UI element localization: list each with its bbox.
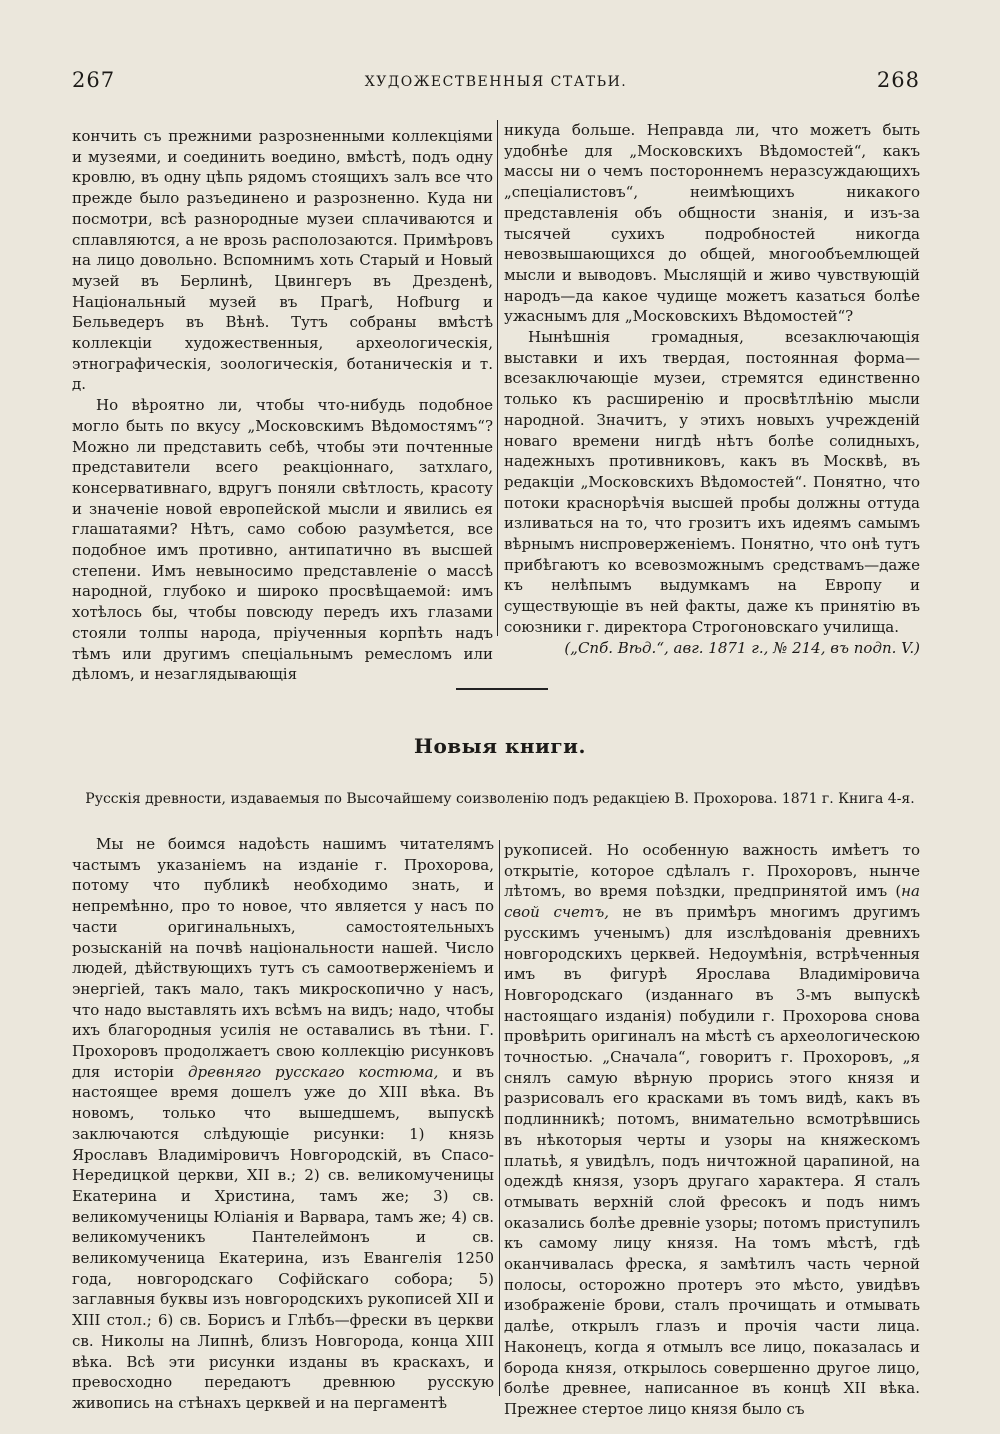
italic-text: на свой счетъ,	[504, 882, 920, 922]
running-title: ХУДОЖЕСТВЕННЫЯ СТАТЬИ.	[364, 74, 628, 90]
text-run: Мы не боимся надоѣсть нашимъ читателямъ частымъ указаніемъ на изданіе г. Прохорова, потому что публикѣ необходимо знать, и непремѣнно, про то новое, что является у насъ по части оригинальныхъ, самостоятельныхъ розысканій на почвѣ національности нашей. Число людей, дѣйствующихъ тутъ съ самоотверженіемъ и энергіей, такъ мало, такъ микроскопично у насъ, что надо выставлять ихъ всѣмъ на видъ; надо, чтобы ихъ благородныя усилія не оставались въ тѣни. Г. Прохоровъ продолжаетъ свою коллекцію рисунковъ для исторіи	[72, 835, 494, 1081]
text-run: не въ примѣръ многимъ другимъ русскимъ ученымъ) для изслѣдованія древнихъ новгородскихъ церквей. Недоумѣнія, встрѣченныя имъ въ фигурѣ Ярослава Владиміровича Новгородскаго (изданнаго въ 3-мъ выпускѣ настоящаго изданія) побудили г. Прохорова снова провѣрить оригиналъ на мѣстѣ съ археологическою точностью. „Сначала“, говоритъ г. Прохоровъ, „я снялъ самую вѣрную прорись этого князя и разрисовалъ его красками въ томъ видѣ, какъ въ подлинникѣ; потомъ, внимательно всмотрѣвшись въ нѣкоторыя черты и узоры на княжескомъ платьѣ, я увидѣлъ, подъ ничтожной царапиной, на одеждѣ князя, узоръ другаго характера. Я сталъ отмывать верхній слой фресокъ и подъ нимъ оказались болѣе древніе узоры; потомъ приступилъ къ самому лицу князя. На томъ мѣстѣ, гдѣ оканчивалась фреска, я замѣтилъ часть черной полосы, осторожно протеръ это мѣсто, увидѣвъ изображеніе брови, сталъ прочищать и отмывать далѣе, открылъ глазъ и прочія части лица. Наконецъ, когда я отмылъ все лицо, показалась и борода князя, открылось совершенно другое лицо, болѣе древнее, написанное въ концѣ XII вѣка. Прежнее стертое лицо князя было съ	[504, 903, 920, 1418]
bottom-left-column	[72, 834, 494, 1412]
book-citation: Русскія древности, издаваемыя по Высочайшему соизволенію подъ редакціею В. Прохорова. 1871 г. Книга 4-я.	[85, 791, 915, 807]
paragraph: Но вѣроятно ли, чтобы что-нибудь подобное могло быть по вкусу „Московскимъ Вѣдомостямъ“? Можно ли представить себѣ, чтобы эти почтенные представители всего реакціоннаго, затхлаго, консервативнаго, вдругъ поняли свѣтлость, красоту и значеніе новой европейской мысли и явились ея глашатаями? Нѣтъ, само собою разумѣется, все подобное имъ противно, антипатично въ высшей степени. Имъ невыносимо представленіе о массѣ народной, глубоко и широко просвѣщаемой: имъ хотѣлось бы, чтобы повсюду передъ ихъ глазами стояли толпы народа, пріученныя корпѣть надъ тѣмъ или другимъ спеціальнымъ ремесломъ или дѣломъ, и незаглядывающія	[72, 396, 493, 684]
column-divider	[499, 840, 500, 1396]
page-header	[72, 68, 920, 98]
section-title: Новыя книги.	[414, 734, 586, 758]
page-number-left: 267	[72, 68, 116, 92]
source-signature: („Спб. Вѣд.“, авг. 1871 г., № 214, въ подп. V.)	[564, 638, 920, 657]
text-run: и въ настоящее время дошелъ уже до XIII вѣка. Въ новомъ, только что вышедшемъ, выпускѣ заключаются слѣдующіе рисунки: 1) князь Ярославъ Владиміровичъ Новгородскій, въ Спасо-Нередицкой церкви, XII в.; 2) св. великомученицы Екатерина и Христина, тамъ же; 3) св. великомученицы Юліанія и Варвара, тамъ же; 4) св. великомученикъ Пантелеймонъ и св. великомученица Екатерина, изъ Евангелія 1250 года, новгородскаго Софійскаго собора; 5) заглавныя буквы изъ новгородскихъ рукописей XII и XIII стол.; 6) св. Борисъ и Глѣбъ—фрески въ церкви св. Николы на Липнѣ, близъ Новгорода, конца XIII вѣка. Всѣ эти рисунки изданы въ краскахъ, и превосходно передаютъ древнюю русскую живопись на стѣнахъ церквей и на пергаментѣ	[72, 1062, 494, 1412]
italic-text: древняго русскаго костюма,	[188, 1062, 439, 1081]
paragraph	[72, 834, 494, 1414]
paragraph: кончить съ прежними разрозненными коллекціями и музеями, и соединить воедино, вмѣстѣ, подъ одну кровлю, въ одну цѣпь рядомъ стоящихъ залъ все что прежде было разъединено и разрозненно. Куда ни посмотри, всѣ разнородные музеи сплачиваются и сплавляются, а не врозь располозаются. Примѣровъ на лицо довольно. Вспомнимъ хоть Старый и Новый музей въ Берлинѣ, Цвингеръ въ Дрезденѣ, Національный музей въ Прагѣ, Hofburg и Бельведеръ въ Вѣнѣ. Тутъ собраны вмѣстѣ коллекціи художественныя, археологическія, этнографическія, зоологическія, ботаническія и т. д.	[72, 127, 493, 394]
text-run: рукописей. Но особенную важность имѣетъ то открытіе, которое сдѣлалъ г. Прохоровъ, нынче лѣтомъ, во время поѣздки, предпринятой имъ (	[504, 841, 920, 901]
bottom-right-column	[504, 840, 920, 1418]
paragraph: Нынѣшнія громадныя, всезаключающія выставки и ихъ твердая, постоянная форма—всезаключающіе музеи, стремятся единственно только къ расширенію и просвѣтлѣнію мысли народной. Значитъ, у этихъ новыхъ учрежденій новаго времени нигдѣ нѣтъ болѣе солидныхъ, надежныхъ противниковъ, какъ въ Москвѣ, въ редакціи „Московскихъ Вѣдомостей“. Понятно, что потоки краснорѣчія высшей пробы должны оттуда изливаться на то, что грозитъ ихъ идеямъ самымъ вѣрнымъ ниспроверженіемъ. Понятно, что онѣ тутъ прибѣгаютъ ко всевозможнымъ средствамъ—даже къ нелѣпымъ выдумкамъ на Европу и существующіе въ ней факты, даже къ принятію въ союзники г. директора Строгоновскаго училища.	[504, 328, 920, 636]
top-left-column	[72, 126, 493, 684]
top-right-column	[504, 120, 920, 657]
column-divider	[497, 120, 498, 636]
section-separator	[456, 688, 548, 690]
paragraph	[504, 840, 920, 1420]
paragraph: никуда больше. Неправда ли, что можетъ быть удобнѣе для „Московскихъ Вѣдомостей“, какъ массы ни о чемъ постороннемъ неразсуждающихъ „спеціалистовъ“, неимѣющихъ никакого представленія объ общности знанія, и изъ-за тысячей сухихъ подробностей никогда невозвышающихся до общей, многообъемлющей мысли и выводовъ. Мыслящій и живо чувствующій народъ—да какое чудище можетъ казаться болѣе ужаснымъ для „Московскихъ Вѣдомостей“?	[504, 121, 920, 326]
page-number-right: 268	[876, 68, 920, 92]
